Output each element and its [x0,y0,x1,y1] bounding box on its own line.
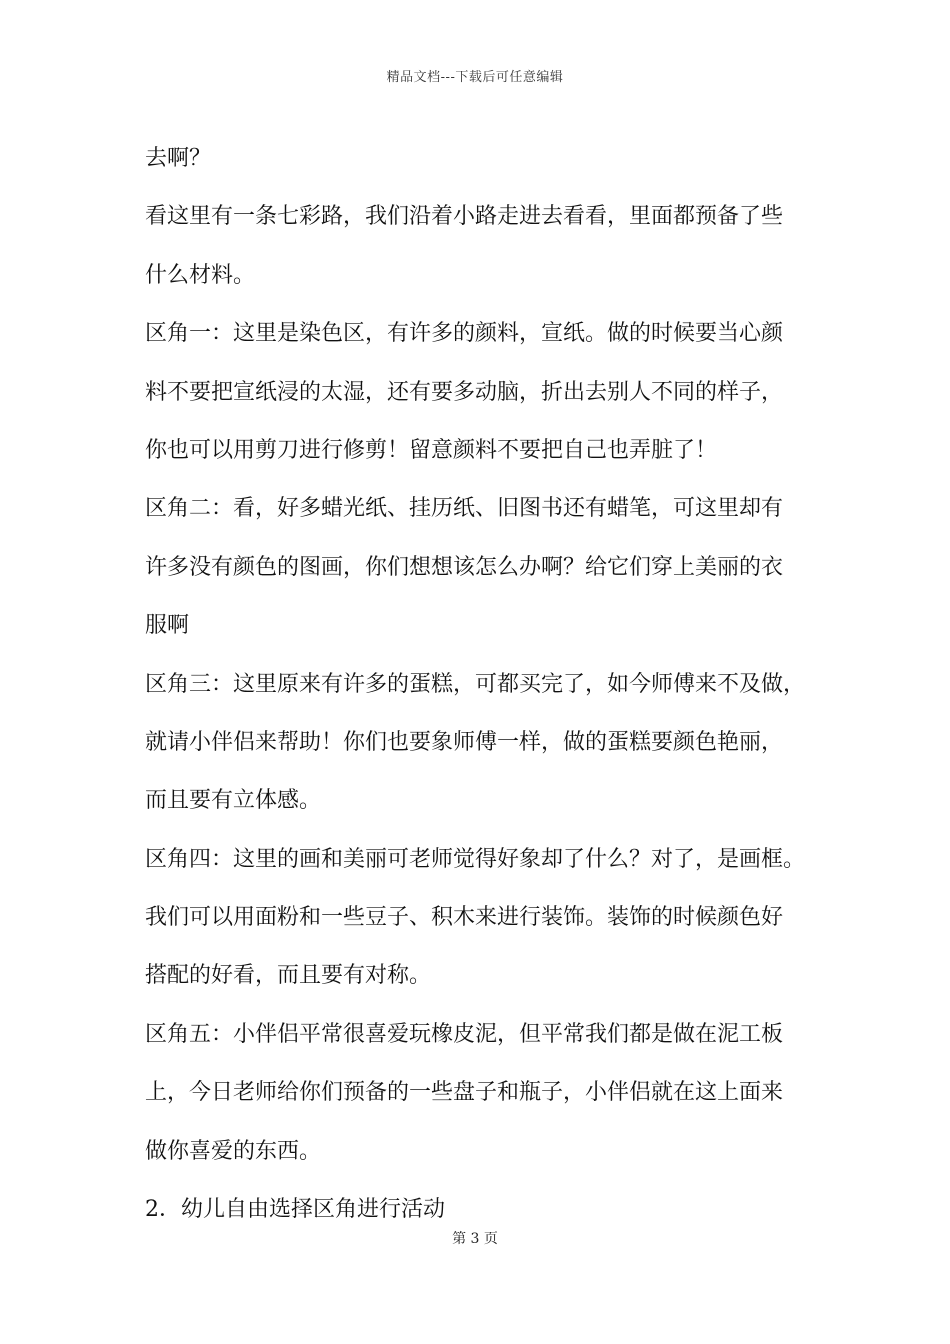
paragraph-line: 你也可以用剪刀进行修剪！留意颜料不要把自己也弄脏了！ [145,437,718,463]
paragraph-line: 而且要有立体感。 [145,788,322,814]
paragraph-line: 2．幼儿自由选择区角进行活动 [145,1197,445,1223]
paragraph-line: 许多没有颜色的图画，你们想想该怎么办啊？给它们穿上美丽的衣 [145,554,784,580]
page-number: 第 3 页 [452,1231,498,1247]
document-body [145,130,835,1239]
paragraph-line: 区角二：看，好多蜡光纸、挂历纸、旧图书还有蜡笔，可这里却有 [145,496,784,522]
paragraph-line: 看这里有一条七彩路，我们沿着小路走进去看看，里面都预备了些 [145,204,784,230]
paragraph-line: 区角五：小伴侣平常很喜爱玩橡皮泥，但平常我们都是做在泥工板 [145,1021,784,1047]
paragraph-line: 上，今日老师给你们预备的一些盘子和瓶子，小伴侣就在这上面来 [145,1080,784,1106]
paragraph-line: 什么材料。 [145,262,256,288]
paragraph-line: 服啊 [145,613,190,639]
paragraph-line: 料不要把宣纸浸的太湿，还有要多动脑，折出去别人不同的样子， [145,379,784,405]
page-header: 精品文档---下载后可任意编辑 [386,70,564,85]
paragraph-line: 区角一：这里是染色区，有许多的颜料，宣纸。做的时候要当心颜 [145,321,784,347]
paragraph-line: 我们可以用面粉和一些豆子、积木来进行装饰。装饰的时候颜色好 [145,905,784,931]
paragraph-line: 做你喜爱的东西。 [145,1138,322,1164]
paragraph-line: 去啊？ [145,146,212,171]
paragraph-line: 搭配的好看，而且要有对称。 [145,963,432,989]
paragraph-line: 区角三：这里原来有许多的蛋糕，可都买完了，如今师傅来不及做， [145,671,806,697]
paragraph-line: 就请小伴侣来帮助！你们也要象师傅一样，做的蛋糕要颜色艳丽， [145,729,784,755]
paragraph-line: 区角四：这里的画和美丽可老师觉得好象却了什么？对了，是画框。 [145,846,806,872]
